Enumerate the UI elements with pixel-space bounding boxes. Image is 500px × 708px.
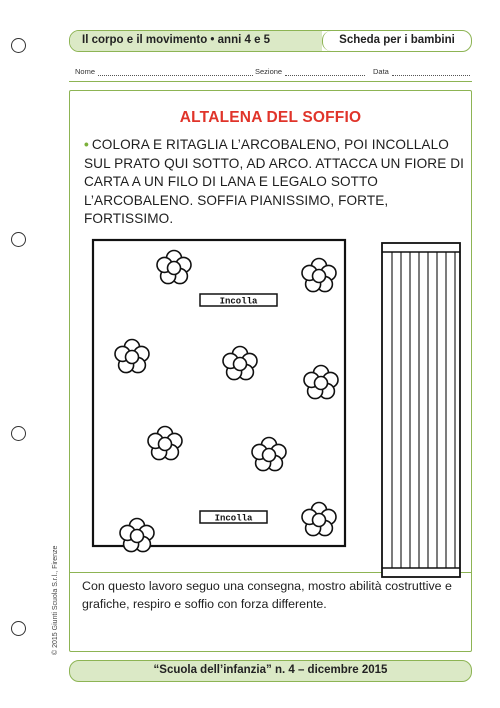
glue-flap-bottom-label: Incolla (214, 513, 253, 524)
name-label: Nome (75, 67, 96, 76)
glue-flap-top-label: Incolla (219, 296, 258, 307)
instructions-text: COLORA E RITAGLIA L’ARCOBALENO, POI INCOLLALO SUL PRATO QUI SOTTO, AD ARCO. ATTACCA UN FIORE DI CARTA A UN FILO DI LANA E LEGALO SOTTO L’ARCOBALENO. SOFFIA PIANISSIMO, FORTE, FORTISSIMO. (84, 137, 465, 227)
header-sheet-type: Scheda per i bambini (322, 31, 471, 51)
rainbow-strip (382, 243, 460, 577)
footer-bar: “Scuola dell’infanzia” n. 4 – dicembre 2015 (69, 660, 472, 682)
copyright-notice: © 2015 Giunti Scuola S.r.l., Firenze (52, 545, 59, 655)
header-section-title: Il corpo e il movimento • anni 4 e 5 (70, 31, 322, 51)
section-label: Sezione (255, 67, 283, 76)
learning-summary: Con questo lavoro seguo una consegna, mostro abilità costruttive e grafiche, respiro e soffio con forza differente. (82, 579, 452, 611)
activity-title: ALTALENA DEL SOFFIO (179, 109, 362, 126)
date-label: Data (373, 67, 389, 76)
bullet-icon: • (84, 137, 89, 152)
